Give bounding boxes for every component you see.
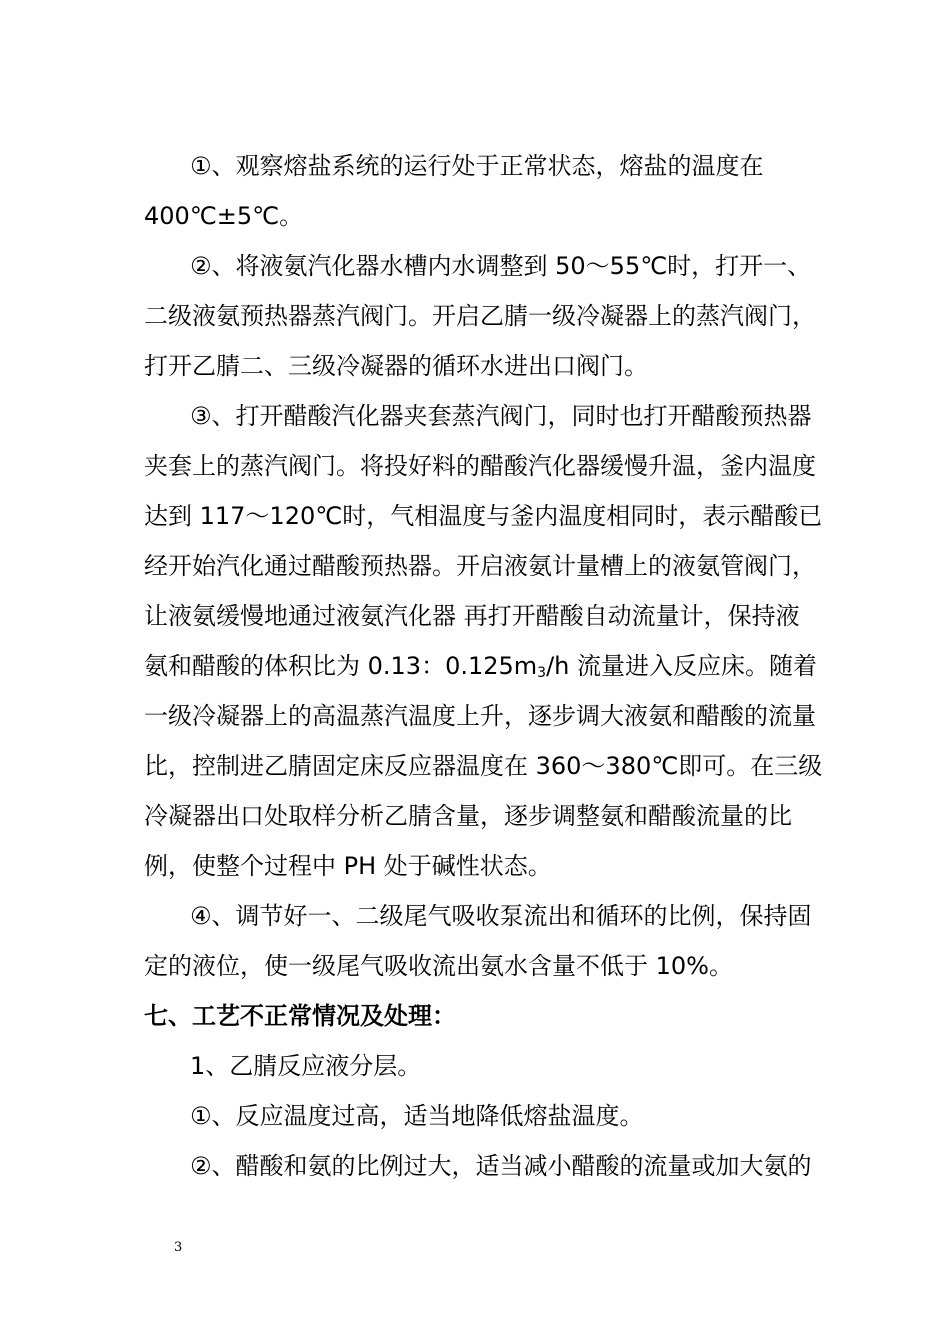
paragraph-line: ①、观察熔盐系统的运行处于正常状态，熔盐的温度在 bbox=[190, 152, 764, 180]
paragraph-line: ④、调节好一、二级尾气吸收泵流出和循环的比例，保持固 bbox=[190, 902, 812, 930]
paragraph-line: ②、将液氨汽化器水槽内水调整到 50～55℃时，打开一、 bbox=[190, 252, 812, 280]
ratio-text: 氨和醋酸的体积比为 0.13：0.125m bbox=[144, 652, 538, 680]
paragraph-line: 二级液氨预热器蒸汽阀门。开启乙腈一级冷凝器上的蒸汽阀门， bbox=[144, 302, 816, 330]
paragraph-line: 比，控制进乙腈固定床反应器温度在 360～380℃即可。在三级 bbox=[144, 752, 823, 780]
paragraph-line: 打开乙腈二、三级冷凝器的循环水进出口阀门。 bbox=[144, 352, 648, 380]
flow-text: /h 流量进入反应床。随着 bbox=[546, 652, 818, 680]
paragraph-line bbox=[144, 651, 816, 688]
list-item: 1、乙腈反应液分层。 bbox=[190, 1052, 422, 1080]
section-heading: 七、工艺不正常情况及处理： bbox=[144, 1002, 456, 1030]
paragraph-line: 一级冷凝器上的高温蒸汽温度上升，逐步调大液氨和醋酸的流量 bbox=[144, 702, 816, 730]
paragraph-line: ③、打开醋酸汽化器夹套蒸汽阀门，同时也打开醋酸预热器 bbox=[190, 402, 812, 430]
list-item: ②、醋酸和氨的比例过大，适当减小醋酸的流量或加大氨的 bbox=[190, 1152, 812, 1180]
paragraph-line: 定的液位，使一级尾气吸收流出氨水含量不低于 10%。 bbox=[144, 952, 733, 980]
subscript-three: 3 bbox=[537, 665, 547, 681]
paragraph-line: 经开始汽化通过醋酸预热器。开启液氨计量槽上的液氨管阀门， bbox=[144, 552, 816, 580]
paragraph-line: 例，使整个过程中 PH 处于碱性状态。 bbox=[144, 852, 552, 880]
paragraph-line: 让液氨缓慢地通过液氨汽化器 再打开醋酸自动流量计，保持液 bbox=[144, 602, 800, 630]
paragraph-line: 达到 117～120℃时，气相温度与釜内温度相同时，表示醋酸已 bbox=[144, 502, 823, 530]
page-number: 3 bbox=[174, 1240, 183, 1255]
paragraph-line: 400℃±5℃。 bbox=[144, 202, 304, 230]
paragraph-line: 夹套上的蒸汽阀门。将投好料的醋酸汽化器缓慢升温，釜内温度 bbox=[144, 452, 816, 480]
list-item: ①、反应温度过高，适当地降低熔盐温度。 bbox=[190, 1102, 644, 1130]
paragraph-line: 冷凝器出口处取样分析乙腈含量，逐步调整氨和醋酸流量的比 bbox=[144, 802, 792, 830]
